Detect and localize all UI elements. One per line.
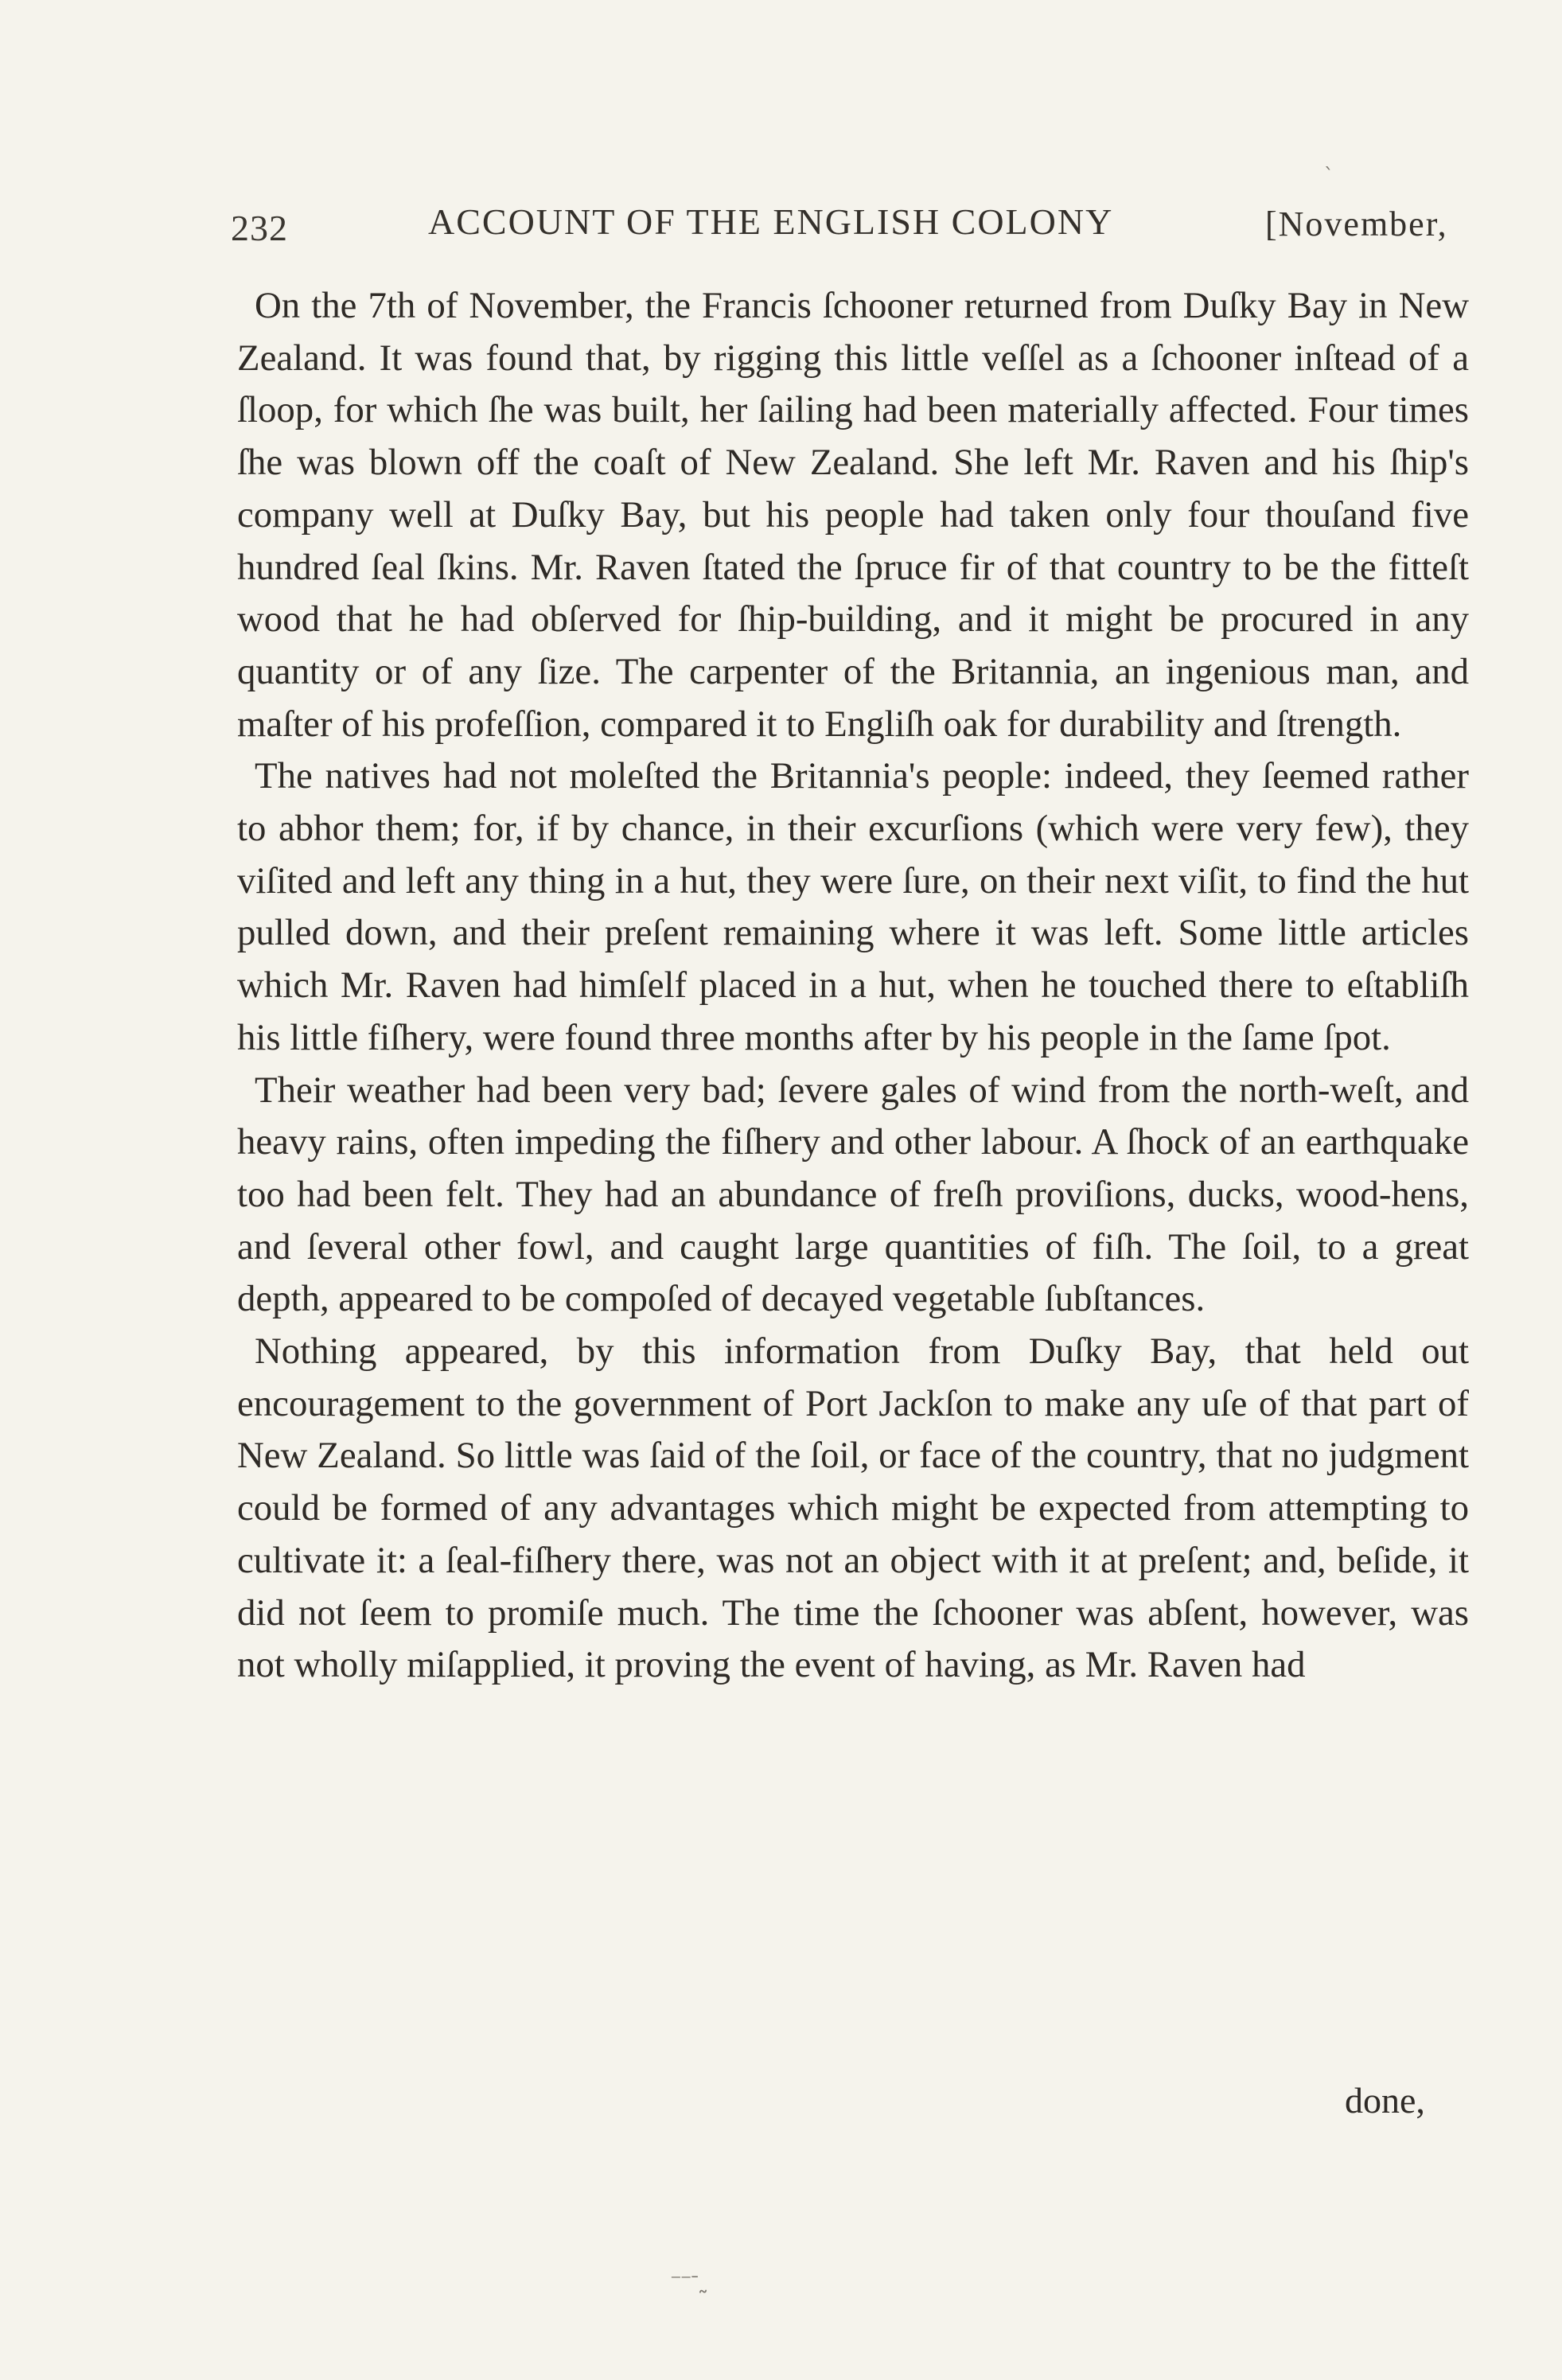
paragraph-francis-schooner: On the 7th of November, the Francis ſchooner returned from Duſky Bay in New Zealand. It was found that, by rigging this little veſſel as a ſchooner inſtead of a ſloop, for which ſhe was built, her ſailing had been materially affected. Four times ſhe was blown off the coaſt of New Zealand. She left Mr. Raven and his ſhip's company well at Duſky Bay, but his people had taken only four thouſand five hundred ſeal ſkins. Mr. Raven ſtated the ſpruce fir of that country to be the fitteſt wood that he had obſerved for ſhip-building, and it might be procured in any quantity or of any ſize. The carpenter of the Britannia, an ingenious man, and maſter of his profeſſion, compared it to Engliſh oak for durability and ſtrength. <box>237 285 1469 745</box>
paragraph-dusky-bay-conclusion: Nothing appeared, by this information from Duſky Bay, that held out encouragement to the government of Port Jackſon to make any uſe of that part of New Zealand. So little was ſaid of the ſoil, or face of the country, that no judgment could be formed of any advantages which might be expected from attempting to cultivate it: a ſeal-fiſhery there, was not an object with it at preſent; and, beſide, it did not ſeem to promiſe much. The time the ſchooner was abſent, however, was not wholly miſapplied, it proving the event of having, as Mr. Raven had <box>237 1330 1469 1686</box>
running-title: ACCOUNT OF THE ENGLISH COLONY <box>428 201 1114 242</box>
catchword: done, <box>1345 2080 1425 2121</box>
paragraph-natives: The natives had not moleſted the Britannia's people: indeed, they ſeemed rather to abhor them; for, if by chance, in their excurſions (which were very few), they viſited and left any thing in a hut, they were ſure, on their next viſit, to find the hut pulled down, and their preſent remaining where it was left. Some little articles which Mr. Raven had himſelf placed in a hut, when he touched there to eſtabliſh his little fiſhery, were found three months after by his people in the ſame ſpot. <box>237 755 1469 1058</box>
ink-speck: ˎ <box>1324 148 1334 170</box>
running-header <box>231 201 1480 256</box>
body-text <box>237 280 1469 1692</box>
page-number: 232 <box>231 208 288 248</box>
paragraph-weather: Their weather had been very bad; ſevere gales of wind from the north-weſt, and heavy rains, often impeding the fiſhery and other labour. A ſhock of an earthquake too had been felt. They had an abundance of freſh proviſions, ducks, wood-hens, and ſeveral other fowl, and caught large quantities of fiſh. The ſoil, to a great depth, appeared to be compoſed of decayed vegetable ſubſtances. <box>237 1069 1469 1320</box>
ink-smudge: ⁻⁻ᐨ˷ <box>670 2268 707 2294</box>
running-date: [November, <box>1265 205 1448 243</box>
